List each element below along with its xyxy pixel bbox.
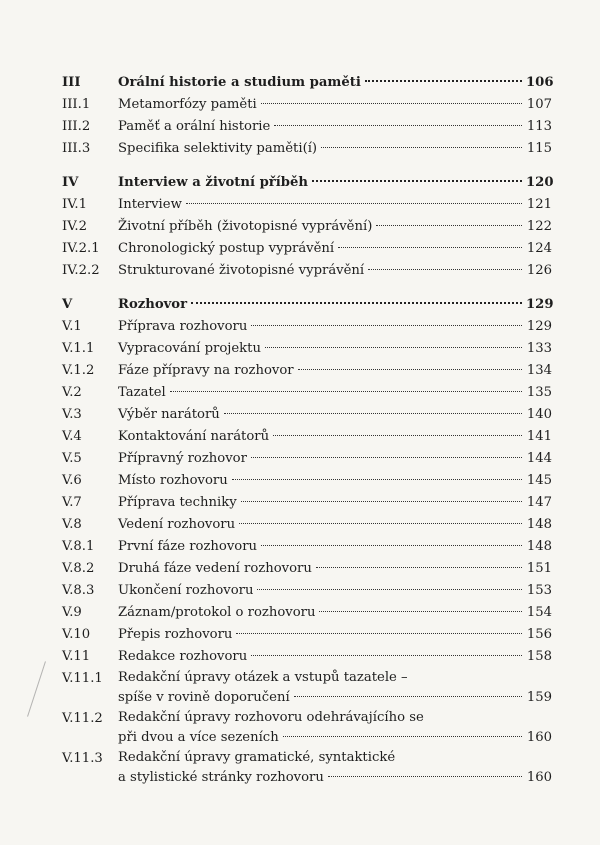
entry-title-continuation: spíše v rovině doporučení xyxy=(118,690,290,705)
entry-number: III.2 xyxy=(62,119,91,134)
entry-title: Rozhovor xyxy=(118,297,188,312)
toc-entry xyxy=(62,426,552,448)
entry-number: III xyxy=(62,75,81,90)
dot-leader xyxy=(298,368,522,370)
entry-number: V.1 xyxy=(62,319,82,334)
entry-title: Metamorfózy paměti xyxy=(118,97,257,112)
section-gap xyxy=(62,160,552,172)
dot-leader xyxy=(312,179,522,182)
entry-title: Redakce rozhovoru xyxy=(118,649,248,664)
section-gap xyxy=(62,282,552,294)
entry-number: III.1 xyxy=(62,97,91,112)
table-of-contents xyxy=(62,72,552,788)
entry-page-number: 124 xyxy=(526,241,552,256)
toc-entry xyxy=(62,216,552,238)
entry-number: IV.2.1 xyxy=(62,241,100,256)
dot-leader xyxy=(294,695,522,697)
entry-title: Životní příběh (životopisné vyprávění) xyxy=(118,219,373,234)
toc-entry xyxy=(62,558,552,580)
entry-number: V.2 xyxy=(62,385,82,400)
toc-entry xyxy=(62,448,552,470)
entry-title: Orální historie a studium paměti xyxy=(118,75,361,90)
dot-leader xyxy=(261,544,522,546)
entry-title: První fáze rozhovoru xyxy=(118,539,258,554)
dot-leader xyxy=(274,124,522,126)
entry-page-number: 121 xyxy=(526,197,552,212)
entry-title: Ukončení rozhovoru xyxy=(118,583,254,598)
toc-chapter-entry xyxy=(62,72,552,94)
entry-number: V.11.3 xyxy=(62,751,103,766)
toc-entry xyxy=(62,238,552,260)
dot-leader xyxy=(236,632,522,634)
toc-entry xyxy=(62,708,552,748)
entry-page-number: 153 xyxy=(526,583,552,598)
entry-title: Redakční úpravy gramatické, syntaktické xyxy=(118,750,396,765)
entry-number: IV.2 xyxy=(62,219,88,234)
entry-title: Strukturované životopisné vyprávění xyxy=(118,263,365,278)
entry-number: V.1.1 xyxy=(62,341,95,356)
entry-page-number: 126 xyxy=(526,263,552,278)
entry-title: Přepis rozhovoru xyxy=(118,627,233,642)
entry-title: Specifika selektivity paměti(í) xyxy=(118,141,318,156)
entry-number: IV.1 xyxy=(62,197,88,212)
entry-page-number: 156 xyxy=(526,627,552,642)
toc-entry xyxy=(62,316,552,338)
entry-page-number: 134 xyxy=(526,363,552,378)
entry-title: Přípravný rozhovor xyxy=(118,451,247,466)
entry-number: V.3 xyxy=(62,407,82,422)
entry-page-number: 147 xyxy=(526,495,552,510)
entry-page-number: 151 xyxy=(526,561,552,576)
dot-leader xyxy=(239,522,522,524)
entry-number: IV.2.2 xyxy=(62,263,100,278)
entry-page-number: 107 xyxy=(526,97,552,112)
entry-title: Paměť a orální historie xyxy=(118,119,271,134)
dot-leader xyxy=(283,735,522,737)
entry-number: V.8 xyxy=(62,517,82,532)
entry-number: IV xyxy=(62,175,79,190)
dot-leader xyxy=(257,588,522,590)
dot-leader xyxy=(319,610,522,612)
entry-title: Vypracování projektu xyxy=(118,341,261,356)
entry-number: V.11.2 xyxy=(62,711,103,726)
entry-number: V.8.2 xyxy=(62,561,95,576)
entry-number: V.8.3 xyxy=(62,583,95,598)
entry-page-number: 120 xyxy=(526,175,554,190)
entry-title: Redakční úpravy otázek a vstupů tazatele – xyxy=(118,670,408,685)
entry-number: V xyxy=(62,297,73,312)
entry-page-number: 148 xyxy=(526,517,552,532)
entry-number: V.11.1 xyxy=(62,671,103,686)
toc-entry xyxy=(62,492,552,514)
dot-leader xyxy=(265,346,522,348)
toc-entry xyxy=(62,116,552,138)
entry-page-number: 129 xyxy=(526,297,554,312)
toc-entry xyxy=(62,646,552,668)
entry-title: Tazatel xyxy=(118,385,166,400)
entry-number: V.8.1 xyxy=(62,539,95,554)
toc-entry xyxy=(62,94,552,116)
entry-title: Výběr narátorů xyxy=(118,407,220,422)
dot-leader xyxy=(273,434,522,436)
entry-title: Redakční úpravy rozhovoru odehrávajícího se xyxy=(118,710,424,725)
dot-leader xyxy=(241,500,522,502)
entry-page-number: 144 xyxy=(526,451,552,466)
entry-title-continuation: při dvou a více sezeních xyxy=(118,730,279,745)
entry-number: V.5 xyxy=(62,451,82,466)
entry-page-number: 145 xyxy=(526,473,552,488)
toc-entry xyxy=(62,260,552,282)
dot-leader xyxy=(251,654,522,656)
entry-title: Interview xyxy=(118,197,182,212)
toc-entry xyxy=(62,360,552,382)
dot-leader xyxy=(191,301,522,304)
toc-entry xyxy=(62,624,552,646)
entry-page-number: 154 xyxy=(526,605,552,620)
toc-chapter-entry xyxy=(62,294,552,316)
toc-entry xyxy=(62,514,552,536)
entry-title: Interview a životní příběh xyxy=(118,175,308,190)
entry-title: Kontaktování narátorů xyxy=(118,429,270,444)
toc-entry xyxy=(62,382,552,404)
pencil-mark xyxy=(27,661,46,716)
entry-page-number: 133 xyxy=(526,341,552,356)
entry-title: Příprava rozhovoru xyxy=(118,319,248,334)
entry-number: V.7 xyxy=(62,495,82,510)
entry-number: V.1.2 xyxy=(62,363,95,378)
dot-leader xyxy=(376,224,522,226)
entry-title: Druhá fáze vedení rozhovoru xyxy=(118,561,312,576)
entry-number: V.4 xyxy=(62,429,82,444)
toc-entry xyxy=(62,748,552,788)
toc-entry xyxy=(62,470,552,492)
dot-leader xyxy=(251,456,522,458)
entry-title: Fáze přípravy na rozhovor xyxy=(118,363,294,378)
entry-number: V.6 xyxy=(62,473,82,488)
entry-title: Záznam/protokol o rozhovoru xyxy=(118,605,316,620)
entry-page-number: 140 xyxy=(526,407,552,422)
entry-page-number: 160 xyxy=(526,730,552,745)
toc-entry xyxy=(62,580,552,602)
entry-page-number: 129 xyxy=(526,319,552,334)
entry-title: Místo rozhovoru xyxy=(118,473,228,488)
toc-entry xyxy=(62,194,552,216)
dot-leader xyxy=(368,268,522,270)
entry-page-number: 160 xyxy=(526,770,552,785)
dot-leader xyxy=(261,102,522,104)
dot-leader xyxy=(186,202,522,204)
dot-leader xyxy=(321,146,522,148)
entry-page-number: 148 xyxy=(526,539,552,554)
toc-entry xyxy=(62,138,552,160)
toc-chapter-entry xyxy=(62,172,552,194)
entry-page-number: 115 xyxy=(526,141,552,156)
dot-leader xyxy=(251,324,522,326)
dot-leader xyxy=(316,566,522,568)
entry-page-number: 159 xyxy=(526,690,552,705)
entry-number: V.10 xyxy=(62,627,91,642)
dot-leader xyxy=(170,390,522,392)
entry-title: Příprava techniky xyxy=(118,495,237,510)
dot-leader xyxy=(365,79,522,82)
dot-leader xyxy=(232,478,522,480)
entry-page-number: 106 xyxy=(526,75,554,90)
entry-page-number: 141 xyxy=(526,429,552,444)
entry-title-continuation: a stylistické stránky rozhovoru xyxy=(118,770,324,785)
entry-page-number: 113 xyxy=(526,119,552,134)
dot-leader xyxy=(224,412,522,414)
dot-leader xyxy=(338,246,522,248)
entry-number: III.3 xyxy=(62,141,91,156)
toc-entry xyxy=(62,602,552,624)
entry-title: Chronologický postup vyprávění xyxy=(118,241,335,256)
toc-entry xyxy=(62,338,552,360)
toc-entry xyxy=(62,404,552,426)
entry-page-number: 122 xyxy=(526,219,552,234)
entry-page-number: 135 xyxy=(526,385,552,400)
entry-page-number: 158 xyxy=(526,649,552,664)
entry-number: V.9 xyxy=(62,605,82,620)
toc-entry xyxy=(62,536,552,558)
toc-entry xyxy=(62,668,552,708)
dot-leader xyxy=(328,775,522,777)
entry-number: V.11 xyxy=(62,649,91,664)
entry-title: Vedení rozhovoru xyxy=(118,517,236,532)
